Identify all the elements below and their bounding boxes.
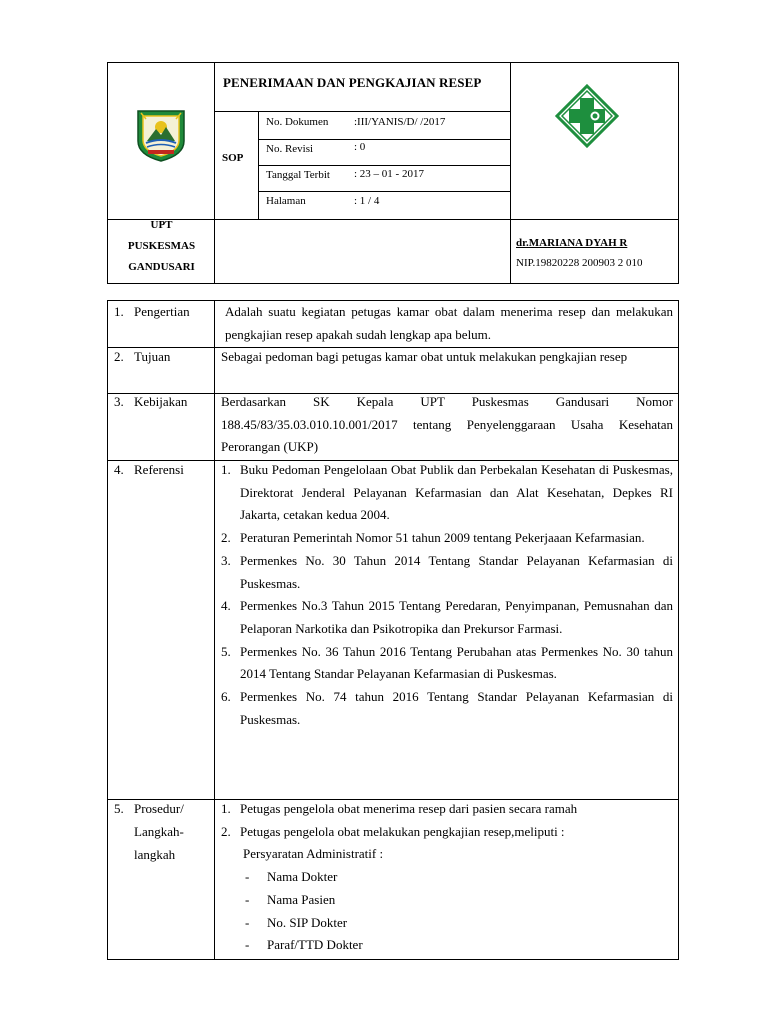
- header-divider: [258, 165, 510, 166]
- item-number: 1.: [221, 462, 231, 477]
- section-text-tujuan: Sebagai pedoman bagi petugas kamar obat untuk melakukan pengkajian resep: [221, 349, 628, 364]
- list-item: [221, 686, 673, 731]
- list-item: [221, 912, 673, 935]
- item-text: Petugas pengelola obat menerima resep dari pasien secara ramah: [240, 801, 578, 816]
- list-item: [221, 550, 673, 595]
- section-title: Tujuan: [134, 349, 171, 364]
- section-label-pengertian: [114, 301, 190, 324]
- procedure-cell: [221, 798, 673, 957]
- section-label-line: Langkah-: [134, 824, 184, 839]
- item-number: 1.: [221, 801, 231, 816]
- item-text: Paraf/TTD Dokter: [267, 937, 363, 953]
- column-divider: [214, 301, 215, 959]
- section-number: 5.: [114, 801, 124, 816]
- section-number: 3.: [114, 394, 124, 409]
- requirement-list: [221, 866, 673, 957]
- item-text: Nama Dokter: [267, 869, 338, 885]
- procedure-steps: [221, 798, 673, 843]
- section-label-line: langkah: [134, 847, 176, 862]
- section-label-kebijakan: [114, 391, 187, 414]
- item-number: 3.: [221, 552, 231, 568]
- meta-value: :III/YANIS/D/ /2017: [354, 116, 446, 128]
- dash-marker: -: [245, 869, 250, 885]
- section-title: Prosedur/: [134, 801, 184, 816]
- section-number: 1.: [114, 304, 124, 319]
- item-text: Permenkes No. 30 Tahun 2014 Tentang Standar Pelayanan Kefarmasian di Puskesmas.: [240, 552, 673, 591]
- dash-marker: -: [245, 914, 250, 930]
- item-text: No. SIP Dokter: [267, 914, 348, 930]
- list-item: [221, 866, 673, 889]
- dash-marker: -: [245, 937, 250, 953]
- item-number: 4.: [221, 598, 231, 614]
- section-number: 4.: [114, 462, 124, 477]
- section-title: Pengertian: [134, 304, 190, 319]
- list-item: [221, 595, 673, 640]
- section-text-kebijakan: Berdasarkan SK Kepala UPT Puskesmas Gandusari Nomor 188.45/83/35.03.010.10.001/2017 tentang Penyelenggaraan Usaha Kesehatan Perorangan (UKP): [221, 394, 673, 455]
- org-line: UPT: [150, 219, 173, 231]
- item-text: Permenkes No.3 Tahun 2015 Tentang Peredaran, Penyimpanan, Pemusnahan dan Pelaporan Narkotika dan Psikotropika dan Prekursor Farmasi.: [240, 598, 673, 636]
- regency-emblem-icon: [134, 107, 188, 163]
- dash-marker: -: [245, 891, 250, 907]
- section-title: Referensi: [134, 462, 184, 477]
- header-divider: [510, 63, 511, 283]
- item-text: Buku Pedoman Pengelolaan Obat Publik dan Perbekalan Kesehatan di Puskesmas, Direktorat Jenderal Pelayanan Kefarmasian dan Alat Kesehatan, Depkes RI Jakarta, cetakan kedua 2004.: [240, 462, 673, 523]
- header-divider: [214, 111, 510, 112]
- item-text: Permenkes No. 36 Tahun 2016 Tentang Perubahan atas Permenkes No. 30 tahun 2014 Tentang Standar Pelayanan Kefarmasian di Puskesmas.: [240, 643, 673, 682]
- meta-key: Halaman: [266, 195, 306, 207]
- list-item: [221, 641, 673, 686]
- item-number: 2.: [221, 530, 231, 546]
- item-text: Nama Pasien: [267, 891, 336, 907]
- list-item: [221, 527, 673, 550]
- signer-nip: NIP.19820228 200903 2 010: [516, 257, 643, 269]
- meta-value: : 1 / 4: [354, 195, 380, 207]
- meta-value: : 23 – 01 - 2017: [354, 168, 424, 180]
- section-label-referensi: [114, 459, 184, 482]
- organization-name: [108, 215, 215, 278]
- org-line: GANDUSARI: [128, 261, 195, 273]
- reference-list-cell: [221, 459, 673, 731]
- meta-value: : 0: [354, 141, 366, 153]
- list-item: [221, 889, 673, 912]
- header-divider: [258, 139, 510, 140]
- reference-list: [221, 459, 673, 731]
- org-line: PUSKESMAS: [127, 240, 196, 252]
- puskesmas-cross-icon: [555, 84, 619, 148]
- list-item: [221, 798, 673, 821]
- section-label-prosedur: [114, 798, 184, 821]
- item-text: Permenkes No. 74 tahun 2016 Tentang Standar Pelayanan Kefarmasian di Puskesmas.: [240, 689, 673, 727]
- item-text: Peraturan Pemerintah Nomor 51 tahun 2009 tentang Pekerjaaan Kefarmasian.: [240, 530, 645, 546]
- sop-label: SOP: [222, 152, 244, 164]
- document-header: [107, 62, 679, 284]
- list-item: [221, 459, 673, 527]
- meta-key: No. Revisi: [266, 143, 314, 155]
- section-label-tujuan: [114, 346, 170, 369]
- meta-key: Tanggal Terbit: [266, 169, 330, 181]
- section-text-pengertian: Adalah suatu kegiatan petugas kamar obat dalam menerima resep dan melakukan pengkajian resep apakah sudah lengkap apa belum.: [225, 304, 673, 342]
- section-number: 2.: [114, 349, 124, 364]
- sop-content-table: [107, 300, 679, 960]
- list-item: [221, 821, 673, 844]
- document-title: PENERIMAAN DAN PENGKAJIAN RESEP: [223, 75, 482, 90]
- meta-key: No. Dokumen: [266, 116, 329, 128]
- list-item: [221, 934, 673, 957]
- item-number: 2.: [221, 823, 231, 839]
- header-divider: [258, 191, 510, 192]
- item-text: Petugas pengelola obat melakukan pengkajian resep,meliputi :: [240, 823, 565, 839]
- signer-name: dr.MARIANA DYAH R: [516, 237, 628, 249]
- item-number: 6.: [221, 689, 231, 705]
- sub-heading: Persyaratan Administratif :: [243, 846, 384, 862]
- item-number: 5.: [221, 643, 231, 659]
- section-title: Kebijakan: [134, 394, 188, 409]
